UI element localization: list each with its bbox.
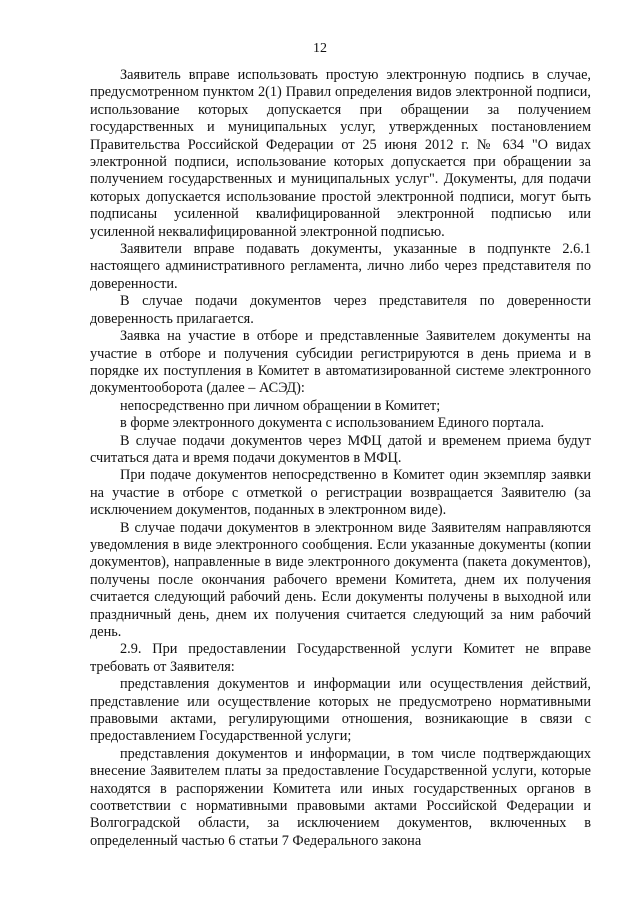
page-number: 12	[313, 41, 327, 56]
paragraph-copy-returned: При подаче документов непосредственно в Комитет один экземпляр заявки на участие в отборе с отметкой о регистрации возвращается Заявителю (за исключением документов, поданных в электронном виде).	[90, 467, 591, 519]
document-body	[90, 67, 591, 850]
paragraph-power-of-attorney: В случае подачи документов через представителя по доверенности доверенность прилагается.	[90, 293, 591, 327]
paragraph-in-person: непосредственно при личном обращении в Комитет;	[120, 397, 441, 414]
paragraph-electronic-notifications: В случае подачи документов в электронном виде Заявителям направляются уведомления в виде электронного сообщения. Если указанные документы (копии документов), направленные в виде электронного документа (пакета документов), получены после окончания рабочего времени Комитета, днем их получения считается следующий рабочий день. Если документы получены в выходной или праздничный день, днем их получения считается следующий за ним рабочий день.	[90, 519, 591, 640]
paragraph-payment-documents: представления документов и информации, в том числе подтверждающих внесение Заявителем платы за предоставление Государственной услуги, которые находятся в распоряжении Комитета или иных государственных органов в соответствии с нормативными правовыми актами Российской Федерации и Волгоградской области, за исключением документов, включенных в определенный частью 6 статьи 7 Федерального закона	[90, 745, 591, 849]
paragraph-submission-methods: Заявители вправе подавать документы, указанные в подпункте 2.6.1 настоящего административного регламента, лично либо через представителя по доверенности.	[90, 241, 591, 292]
paragraph-section-2-9: 2.9. При предоставлении Государственной услуги Комитет не вправе требовать от Заявителя:	[90, 641, 591, 675]
paragraph-electronic-portal: в форме электронного документа с использованием Единого портала.	[120, 415, 545, 432]
paragraph-simple-signature: Заявитель вправе использовать простую электронную подпись в случае, предусмотренном пунктом 2(1) Правил определения видов электронной подписи, использование которых допускается при обращении за получением государственных и муниципальных услуг, утвержденных постановлением Правительства Российской Федерации от 25 июня 2012 г. № 634 "О видах электронной подписи, использование которых допускается при обращении за получением государственных и муниципальных услуг". Документы, для подачи которых допускается использование простой электронной подписи, могут быть подписаны усиленной квалифицированной электронной подписью или усиленной неквалифицированной электронной подписью.	[90, 67, 591, 240]
paragraph-mfc-submission: В случае подачи документов через МФЦ датой и временем приема будут считаться дата и время подачи документов в МФЦ.	[90, 432, 591, 466]
paragraph-registration: Заявка на участие в отборе и представленные Заявителем документы на участие в отборе и получения субсидии регистрируются в день приема и в порядке их поступления в Комитет в автоматизированной системе электронного документооборота (далее – АСЭД):	[90, 328, 591, 397]
paragraph-not-required-documents: представления документов и информации или осуществления действий, представление или осуществление которых не предусмотрено нормативными правовыми актами, регулирующими отношения, возникающие в связи с предоставлением Государственной услуги;	[90, 676, 591, 745]
